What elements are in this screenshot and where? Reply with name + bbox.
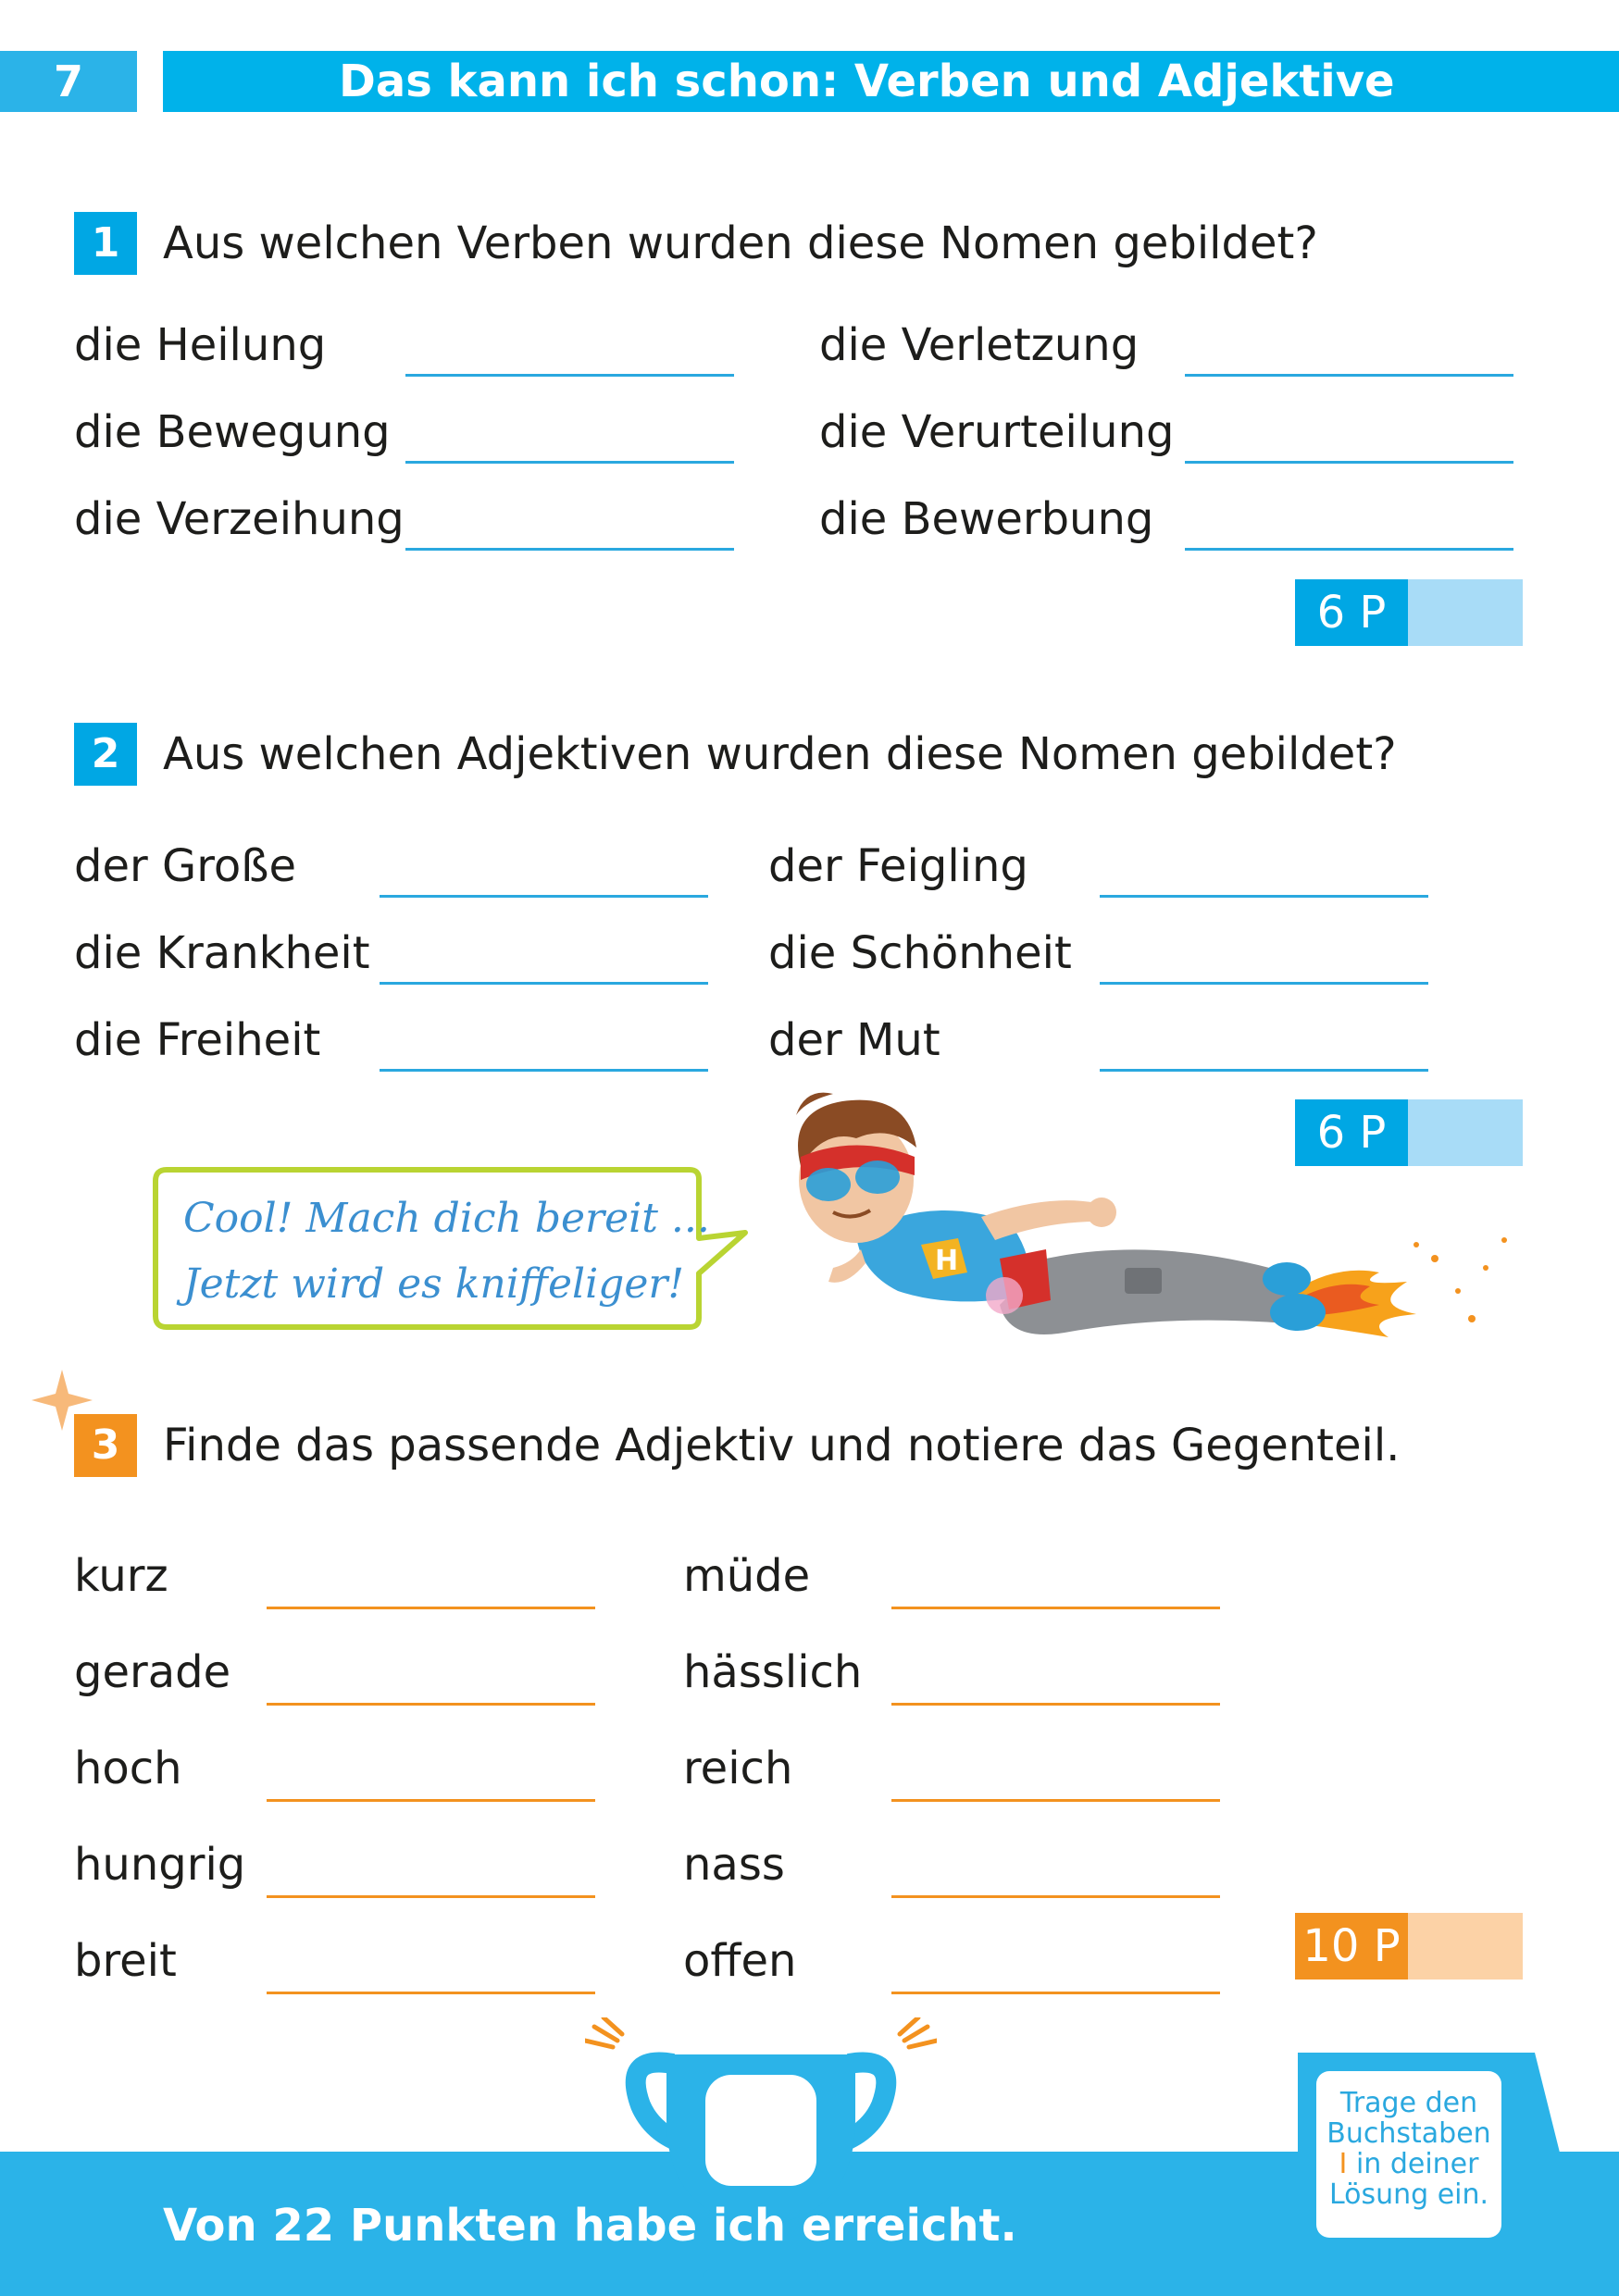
points-label: 6 P [1295,579,1408,646]
answer-line[interactable] [1100,895,1428,898]
answer-line[interactable] [405,461,734,464]
answer-line[interactable] [380,895,708,898]
task-3-points [1295,1913,1523,1980]
answer-line[interactable] [891,1607,1220,1609]
task-1-number: 1 [74,212,137,275]
page-number: 7 [0,51,137,112]
task-2-number: 2 [74,723,137,786]
trophy-label: Punkte [711,2142,807,2175]
shirt-letter: H [935,1245,959,1277]
hint-line-2: Buchstaben [1326,2117,1491,2150]
answer-line[interactable] [267,1607,595,1609]
task-1-word: die Bewegung [74,406,391,458]
task-3-instruction: Finde das passende Adjektiv und notiere das Gegenteil. [163,1420,1401,1471]
footer-text-before: Von 22 Punkten habe ich [163,2200,786,2252]
answer-line[interactable] [891,1703,1220,1706]
hint-line-4: Lösung ein. [1328,2178,1489,2211]
letter-hint-box [1298,2053,1520,2270]
answer-line[interactable] [1100,1069,1428,1072]
hint-line-3-text: in deiner [1355,2148,1479,2180]
task-3-word: reich [683,1743,793,1794]
bubble-line-2: Jetzt wird es kniffeliger! [183,1260,685,1308]
task-3-word: hässlich [683,1646,863,1698]
answer-line[interactable] [1185,548,1513,551]
answer-line[interactable] [267,1799,595,1802]
task-2-word: die Freiheit [74,1014,321,1066]
answer-line[interactable] [405,374,734,377]
flying-hero-illustration [768,1083,1518,1388]
task-1-word: die Verletzung [819,319,1140,371]
answer-line[interactable] [380,1069,708,1072]
task-1-instruction: Aus welchen Verben wurden diese Nomen gebildet? [163,217,1318,269]
task-1-word: die Bewerbung [819,493,1154,545]
bubble-line-1: Cool! Mach dich bereit ... [183,1195,710,1242]
task-1-points [1295,579,1523,646]
task-1-word: die Heilung [74,319,327,371]
answer-line[interactable] [380,982,708,985]
task-3-word: breit [74,1935,177,1987]
answer-line[interactable] [405,548,734,551]
task-1-word: die Verurteilung [819,406,1175,458]
answer-line[interactable] [891,1895,1220,1898]
answer-line[interactable] [267,1895,595,1898]
task-1-word: die Verzeihung [74,493,405,545]
letter-hint-panel [1316,2071,1501,2238]
shine-icon [585,2017,937,2047]
task-3-word: gerade [74,1646,231,1698]
task-2-word: der Feigling [768,840,1028,892]
task-2-instruction: Aus welchen Adjektiven wurden diese Nomen gebildet? [163,728,1397,780]
task-2-word: die Krankheit [74,927,370,979]
answer-line[interactable] [891,1799,1220,1802]
task-2-word: der Mut [768,1014,940,1066]
hint-line-3 [1316,2149,1501,2179]
spark-icon [1414,1237,1507,1322]
task-3-word: hungrig [74,1839,246,1891]
points-entry[interactable] [1408,579,1523,646]
points-label: 10 P [1295,1913,1408,1980]
answer-line[interactable] [1185,374,1513,377]
task-2-word: der Große [74,840,296,892]
task-3-word: hoch [74,1743,182,1794]
task-3-word: offen [683,1935,797,1987]
task-3-word: kurz [74,1550,168,1602]
hint-line-1: Trage den [1339,2087,1478,2119]
answer-line[interactable] [267,1992,595,1994]
answer-line[interactable] [1185,461,1513,464]
task-2-word: die Schönheit [768,927,1072,979]
task-3-word: müde [683,1550,811,1602]
page-title: Das kann ich schon: Verben und Adjektive [163,51,1619,112]
answer-line[interactable] [1100,982,1428,985]
task-3-number: 3 [74,1414,137,1477]
solution-letter: I [1339,2148,1348,2180]
answer-line[interactable] [891,1992,1220,1994]
task-3-word: nass [683,1839,785,1891]
footer-text-after: erreicht. [802,2200,1017,2252]
points-label: 6 P [1295,1099,1408,1166]
answer-line[interactable] [267,1703,595,1706]
hint-tab [1518,2053,1560,2153]
points-entry[interactable] [1408,1913,1523,1980]
